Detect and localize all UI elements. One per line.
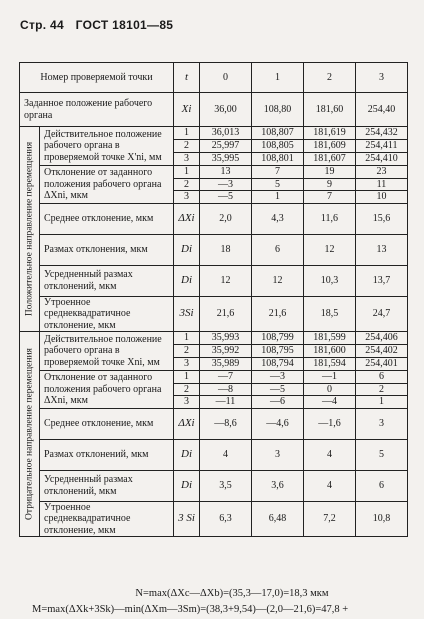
- stat-value: 21,6: [252, 296, 304, 332]
- actual-value: 35,992: [200, 345, 252, 358]
- stat-value: 6,3: [200, 501, 252, 537]
- stat-value: 3: [356, 408, 408, 439]
- deviation-value: 11: [356, 178, 408, 191]
- measurement-table: [19, 62, 408, 537]
- stat-value: 4: [304, 470, 356, 501]
- deviation-value: —3: [252, 371, 304, 384]
- target-symbol: Xi: [174, 93, 200, 127]
- row-index: 2: [174, 345, 200, 358]
- positive-stat-row: [20, 234, 408, 265]
- stat-value: 11,6: [304, 203, 356, 234]
- deviation-value: 19: [304, 166, 356, 179]
- actual-value: 181,599: [304, 332, 356, 345]
- actual-value: 35,995: [200, 153, 252, 166]
- negative-stat-row: [20, 470, 408, 501]
- stat-symbol: Di: [174, 439, 200, 470]
- stat-value: —8,6: [200, 408, 252, 439]
- negative-stat-row: [20, 439, 408, 470]
- actual-value: 35,993: [200, 332, 252, 345]
- stat-value: 18: [200, 234, 252, 265]
- actual-value: 181,607: [304, 153, 356, 166]
- stat-symbol: ΔXi: [174, 203, 200, 234]
- stat-label: Утроенное среднеквадратичное отклонение, мкм: [40, 501, 174, 537]
- deviation-value: —11: [200, 396, 252, 409]
- deviation-value: —5: [252, 383, 304, 396]
- actual-value: 108,807: [252, 127, 304, 140]
- page-number: Стр. 44: [20, 18, 64, 32]
- target-value: 181,60: [304, 93, 356, 127]
- formula-m: M=max(ΔXk+3Sk)—min(ΔXm—3Sm)=(38,3+9,54)—(2,0—21,6)=47,8 +: [32, 604, 349, 615]
- stat-value: 15,6: [356, 203, 408, 234]
- positive-deviation-row: [20, 166, 408, 179]
- target-value: 254,40: [356, 93, 408, 127]
- point-number: 2: [304, 63, 356, 93]
- deviation-value: —6: [252, 396, 304, 409]
- stat-label: Среднее отклонение, мкм: [40, 408, 174, 439]
- row-index: 3: [174, 358, 200, 371]
- positive-group-text: Положительное направление перемещения: [24, 141, 35, 317]
- negative-group-label: [20, 332, 40, 537]
- deviation-value: —8: [200, 383, 252, 396]
- stat-value: 21,6: [200, 296, 252, 332]
- actual-value: 254,402: [356, 345, 408, 358]
- stat-label: Усредненный размах отклонений, мкм: [40, 265, 174, 296]
- positive-actual-row: [20, 127, 408, 140]
- row-index: 1: [174, 332, 200, 345]
- deviation-value: —4: [304, 396, 356, 409]
- stat-value: 18,5: [304, 296, 356, 332]
- actual-value: 108,794: [252, 358, 304, 371]
- deviation-value: 13: [200, 166, 252, 179]
- actual-value: 181,609: [304, 140, 356, 153]
- positive-group-label: [20, 127, 40, 332]
- stat-value: 4: [304, 439, 356, 470]
- row-index: 2: [174, 140, 200, 153]
- stat-value: 4,3: [252, 203, 304, 234]
- deviation-value: 0: [304, 383, 356, 396]
- positive-stat-row: [20, 296, 408, 332]
- target-label: Заданное положение рабочего органа: [20, 93, 174, 127]
- deviation-value: 1: [252, 191, 304, 204]
- deviation-value: 23: [356, 166, 408, 179]
- stat-symbol: ΔXi: [174, 408, 200, 439]
- stat-value: —4,6: [252, 408, 304, 439]
- actual-value: 108,801: [252, 153, 304, 166]
- stat-label: Среднее отклонение, мкм: [40, 203, 174, 234]
- deviation-value: —3: [200, 178, 252, 191]
- page-header: [20, 18, 181, 32]
- actual-value: 25,997: [200, 140, 252, 153]
- actual-value: 254,411: [356, 140, 408, 153]
- negative-stat-row: [20, 408, 408, 439]
- stat-value: 10,8: [356, 501, 408, 537]
- positive-stat-row: [20, 265, 408, 296]
- formula-n: N=max(ΔXc—ΔXb)=(35,3—17,0)=18,3 мкм: [135, 588, 329, 599]
- stat-value: 3,6: [252, 470, 304, 501]
- stat-label: Размах отклонения, мкм: [40, 234, 174, 265]
- stat-value: 3: [252, 439, 304, 470]
- stat-value: 13: [356, 234, 408, 265]
- negative-deviation-row: [20, 371, 408, 384]
- negative-actual-row: [20, 332, 408, 345]
- head-label: Номер проверяемой точки: [20, 63, 174, 93]
- deviation-value: —7: [200, 371, 252, 384]
- actual-value: 108,805: [252, 140, 304, 153]
- deviation-value: —5: [200, 191, 252, 204]
- stat-value: 4: [200, 439, 252, 470]
- positive-actual-label: Действительное положение рабочего органа в проверяемой точке X'ni, мм: [40, 127, 174, 166]
- point-number: 0: [200, 63, 252, 93]
- stat-value: 24,7: [356, 296, 408, 332]
- standard-code: ГОСТ 18101—85: [75, 18, 174, 32]
- row-index: 2: [174, 383, 200, 396]
- row-index: 2: [174, 178, 200, 191]
- actual-value: 254,401: [356, 358, 408, 371]
- header-row: [20, 63, 408, 93]
- negative-actual-label: Действительное положение рабочего органа в проверяемой точке Xni, мм: [40, 332, 174, 371]
- stat-value: 13,7: [356, 265, 408, 296]
- stat-value: —1,6: [304, 408, 356, 439]
- target-value: 36,00: [200, 93, 252, 127]
- point-number: 1: [252, 63, 304, 93]
- target-value: 108,80: [252, 93, 304, 127]
- deviation-value: 7: [304, 191, 356, 204]
- positive-deviation-label: Отклонение от заданного положения рабочего органа ΔXni, мкм: [40, 166, 174, 204]
- stat-label: Усредненный размах отклонений, мкм: [40, 470, 174, 501]
- deviation-value: —1: [304, 371, 356, 384]
- actual-value: 254,410: [356, 153, 408, 166]
- stat-symbol: Di: [174, 265, 200, 296]
- target-row: [20, 93, 408, 127]
- stat-value: 12: [200, 265, 252, 296]
- stat-value: 6: [252, 234, 304, 265]
- stat-value: 12: [304, 234, 356, 265]
- stat-symbol: 3Si: [174, 296, 200, 332]
- stat-label: Размах отклонений, мкм: [40, 439, 174, 470]
- head-symbol: t: [174, 63, 200, 93]
- row-index: 1: [174, 166, 200, 179]
- stat-symbol: Di: [174, 234, 200, 265]
- actual-value: 254,432: [356, 127, 408, 140]
- negative-group-text: Отрицательное направление перемещения: [24, 348, 35, 520]
- deviation-value: 7: [252, 166, 304, 179]
- row-index: 1: [174, 127, 200, 140]
- stat-value: 6,48: [252, 501, 304, 537]
- actual-value: 108,799: [252, 332, 304, 345]
- stat-symbol: 3 Si: [174, 501, 200, 537]
- actual-value: 181,619: [304, 127, 356, 140]
- stat-value: 2,0: [200, 203, 252, 234]
- actual-value: 108,795: [252, 345, 304, 358]
- stat-value: 6: [356, 470, 408, 501]
- deviation-value: 9: [304, 178, 356, 191]
- stat-value: 7,2: [304, 501, 356, 537]
- stat-value: 5: [356, 439, 408, 470]
- negative-stat-row: [20, 501, 408, 537]
- row-index: 3: [174, 153, 200, 166]
- deviation-value: 1: [356, 396, 408, 409]
- actual-value: 254,406: [356, 332, 408, 345]
- deviation-value: 2: [356, 383, 408, 396]
- actual-value: 35,989: [200, 358, 252, 371]
- stat-label: Утроенное среднеквадратичное отклонение, мкм: [40, 296, 174, 332]
- stat-value: 12: [252, 265, 304, 296]
- row-index: 1: [174, 371, 200, 384]
- stat-value: 3,5: [200, 470, 252, 501]
- deviation-value: 5: [252, 178, 304, 191]
- positive-stat-row: [20, 203, 408, 234]
- deviation-value: 10: [356, 191, 408, 204]
- point-number: 3: [356, 63, 408, 93]
- negative-deviation-label: Отклонение от заданного положения рабочего органа ΔXni, мкм: [40, 371, 174, 409]
- deviation-value: 6: [356, 371, 408, 384]
- row-index: 3: [174, 191, 200, 204]
- row-index: 3: [174, 396, 200, 409]
- stat-symbol: Di: [174, 470, 200, 501]
- actual-value: 181,600: [304, 345, 356, 358]
- stat-value: 10,3: [304, 265, 356, 296]
- actual-value: 36,013: [200, 127, 252, 140]
- actual-value: 181,594: [304, 358, 356, 371]
